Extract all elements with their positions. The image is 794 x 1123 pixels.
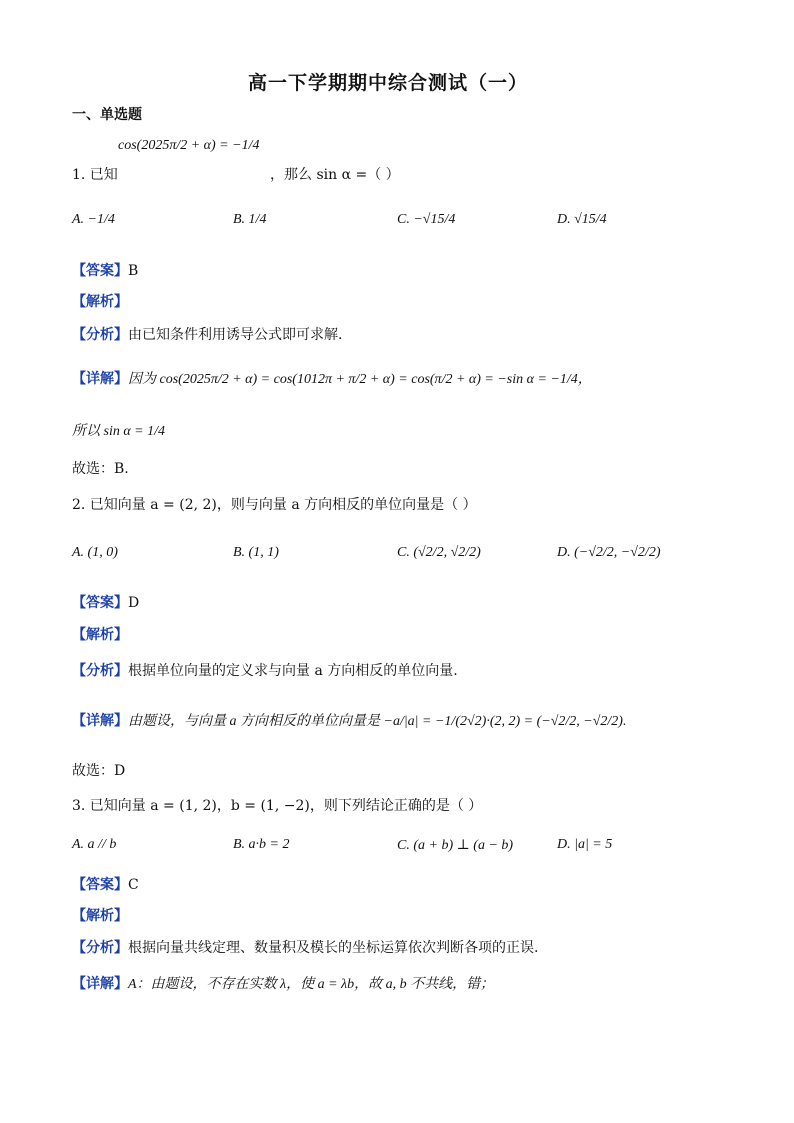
detail-text: 由题设，与向量 a 方向相反的单位向量是 −a/|a| = −1/(2√2)·(2, 2) = (−√2/2, −√2/2). bbox=[128, 714, 627, 729]
q1-conclusion: 所以 sin α = 1/4 bbox=[72, 424, 166, 439]
q3-option-a: A. a // b bbox=[72, 837, 117, 852]
fenxi-text: 根据向量共线定理、数量积及模长的坐标运算依次判断各项的正误. bbox=[128, 940, 539, 956]
q2-detail bbox=[72, 710, 626, 730]
fenxi-tag: 【分析】 bbox=[72, 663, 128, 679]
page-title: 高一下学期期中综合测试（一） bbox=[248, 72, 529, 94]
fenxi-text: 由已知条件利用诱导公式即可求解. bbox=[128, 327, 343, 343]
detail-tag: 【详解】 bbox=[72, 713, 128, 729]
q2-option-a: A. (1, 0) bbox=[72, 545, 118, 560]
q3-detail bbox=[72, 973, 494, 993]
fenxi-tag: 【分析】 bbox=[72, 327, 128, 343]
q1-choose: 故选：B. bbox=[72, 461, 129, 477]
detail-tag: 【详解】 bbox=[72, 976, 128, 992]
q1-stem-prefix: 1. 已知 bbox=[72, 167, 118, 183]
q3-fenxi bbox=[72, 937, 538, 957]
q3-option-b: B. a·b = 2 bbox=[233, 837, 290, 852]
answer-value: B bbox=[128, 263, 139, 279]
detail-text: A：由题设，不存在实数 λ，使 a = λb，故 a, b 不共线，错； bbox=[128, 977, 495, 992]
q2-option-d: D. (−√2/2, −√2/2) bbox=[557, 545, 661, 560]
q2-answer bbox=[72, 592, 139, 612]
q1-answer bbox=[72, 260, 138, 280]
fenxi-tag: 【分析】 bbox=[72, 940, 128, 956]
answer-value: D bbox=[128, 595, 140, 611]
q2-analysis-tag: 【解析】 bbox=[72, 627, 128, 643]
section-heading: 一、单选题 bbox=[72, 107, 142, 123]
fenxi-text: 根据单位向量的定义求与向量 a 方向相反的单位向量. bbox=[128, 663, 458, 679]
q2-stem: 2. 已知向量 a = (2, 2)，则与向量 a 方向相反的单位向量是（ ） bbox=[72, 497, 477, 513]
q1-fenxi bbox=[72, 324, 342, 344]
answer-tag: 【答案】 bbox=[72, 263, 128, 279]
q1-option-c: C. −√15/4 bbox=[397, 212, 456, 227]
q1-option-a: A. −1/4 bbox=[72, 212, 115, 227]
q2-choose: 故选：D bbox=[72, 763, 126, 779]
q1-option-b: B. 1/4 bbox=[233, 212, 267, 227]
q2-option-c: C. (√2/2, √2/2) bbox=[397, 545, 481, 560]
q3-option-d: D. |a| = 5 bbox=[557, 837, 613, 852]
answer-tag: 【答案】 bbox=[72, 595, 128, 611]
q3-answer bbox=[72, 874, 139, 894]
q1-detail bbox=[72, 368, 592, 388]
q3-analysis-tag: 【解析】 bbox=[72, 908, 128, 924]
detail-text: 因为 cos(2025π/2 + α) = cos(1012π + π/2 + α) = cos(π/2 + α) = −sin α = −1/4， bbox=[128, 372, 592, 387]
q3-option-c: C. (a + b) ⊥ (a − b) bbox=[397, 838, 514, 853]
q1-stem-suffix: ，那么 sin α =（ ） bbox=[270, 167, 400, 183]
q1-option-d: D. √15/4 bbox=[557, 212, 607, 227]
q1-analysis-tag: 【解析】 bbox=[72, 294, 128, 310]
q1-expression: cos(2025π/2 + α) = −1/4 bbox=[118, 138, 260, 153]
q3-stem: 3. 已知向量 a = (1, 2)，b = (1, −2)，则下列结论正确的是（ ） bbox=[72, 798, 483, 814]
answer-tag: 【答案】 bbox=[72, 877, 128, 893]
q2-fenxi bbox=[72, 660, 458, 680]
detail-tag: 【详解】 bbox=[72, 371, 128, 387]
answer-value: C bbox=[128, 877, 139, 893]
q2-option-b: B. (1, 1) bbox=[233, 545, 279, 560]
